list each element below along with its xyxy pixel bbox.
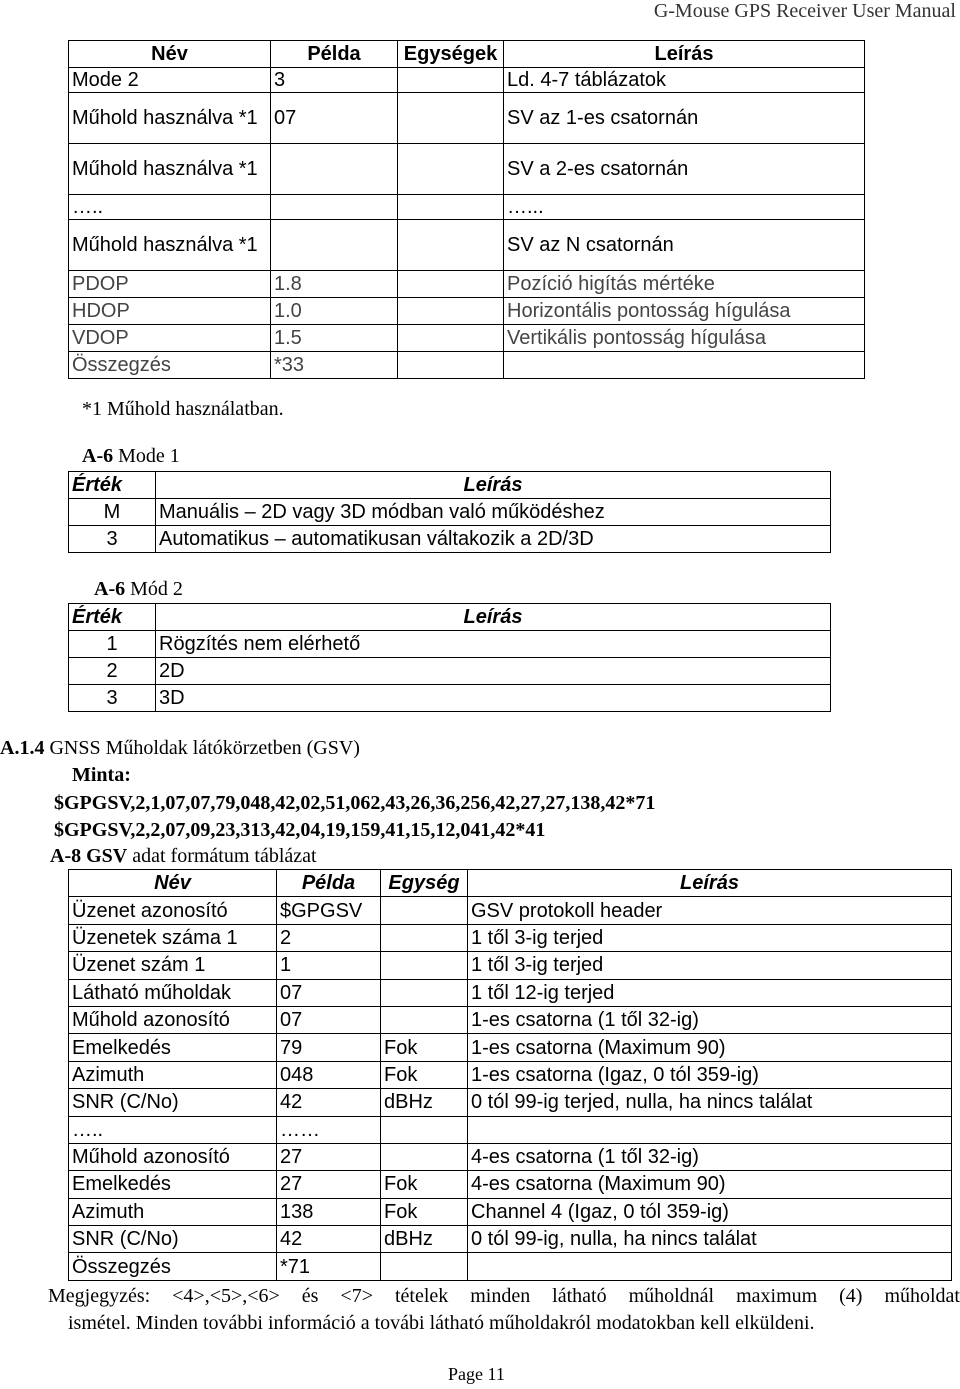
cell: 3D <box>156 685 831 712</box>
cell: 1-es csatorna (1 től 32-ig) <box>468 1006 952 1033</box>
table-row <box>69 68 865 93</box>
cell: dBHz <box>381 1089 468 1116</box>
cell <box>468 1116 952 1143</box>
cell: 3 <box>69 526 156 553</box>
cell: 1 től 12-ig terjed <box>468 979 952 1006</box>
cell: Üzenet azonosító <box>69 897 277 924</box>
cell <box>398 195 504 220</box>
table-row <box>69 195 865 220</box>
cell: HDOP <box>69 298 271 325</box>
cell: *71 <box>277 1253 381 1280</box>
table-header-row <box>69 870 952 897</box>
section-number: A.1.4 <box>0 737 45 759</box>
cell: Pozíció higítás mértéke <box>504 271 865 298</box>
cell <box>381 1143 468 1170</box>
cell: 42 <box>277 1089 381 1116</box>
cell: Látható műholdak <box>69 979 277 1006</box>
table-mode2-fields <box>68 40 865 379</box>
table-row <box>69 1143 952 1170</box>
cell: 07 <box>271 93 398 144</box>
section-heading <box>0 737 360 760</box>
cell: Fok <box>381 1171 468 1198</box>
caption-text: adat formátum táblázat <box>127 845 317 867</box>
caption-label: A-6 <box>82 445 114 467</box>
caption-label: A-6 <box>94 578 126 600</box>
cell: 2 <box>69 658 156 685</box>
example-sentence-2: $GPGSV,2,2,07,09,23,313,42,04,19,159,41,15,12,041,42*41 <box>54 819 546 841</box>
cell: *33 <box>271 352 398 379</box>
cell <box>381 897 468 924</box>
cell <box>381 1253 468 1280</box>
cell <box>381 952 468 979</box>
cell: dBHz <box>381 1226 468 1253</box>
cell: Fok <box>381 1034 468 1061</box>
cell: Horizontális pontosság hígulása <box>504 298 865 325</box>
cell <box>381 1116 468 1143</box>
cell <box>398 352 504 379</box>
cell: 1 től 3-ig terjed <box>468 952 952 979</box>
cell: Channel 4 (Igaz, 0 tól 359-ig) <box>468 1198 952 1225</box>
cell: Rögzítés nem elérhető <box>156 631 831 658</box>
example-sentence-1: $GPGSV,2,1,07,07,79,048,42,02,51,062,43,26,36,256,42,27,27,138,42*71 <box>54 792 656 814</box>
cell: 0 tól 99-ig terjed, nulla, ha nincs találat <box>468 1089 952 1116</box>
table-row <box>69 685 831 712</box>
cell: Mode 2 <box>69 68 271 93</box>
table-row <box>69 631 831 658</box>
cell: SV az 1-es csatornán <box>504 93 865 144</box>
cell <box>381 924 468 951</box>
cell <box>398 93 504 144</box>
cell: 048 <box>277 1061 381 1088</box>
table-row <box>69 144 865 195</box>
table-row <box>69 1089 952 1116</box>
cell: 4-es csatorna (1 től 32-ig) <box>468 1143 952 1170</box>
table-row <box>69 1226 952 1253</box>
table-row <box>69 499 831 526</box>
caption-label: A-8 GSV <box>50 845 128 867</box>
table-row <box>69 1198 952 1225</box>
cell: 138 <box>277 1198 381 1225</box>
cell <box>271 220 398 271</box>
cell: SNR (C/No) <box>69 1089 277 1116</box>
cell: Manuális – 2D vagy 3D módban való működéshez <box>156 499 831 526</box>
col-header-description: Leírás <box>468 870 952 897</box>
table-row <box>69 1034 952 1061</box>
page-number: Page 11 <box>448 1364 505 1384</box>
cell: ….. <box>69 195 271 220</box>
cell <box>398 220 504 271</box>
table-row <box>69 1061 952 1088</box>
cell: 2 <box>277 924 381 951</box>
table-row <box>69 93 865 144</box>
cell: Műhold használva *1 <box>69 93 271 144</box>
cell: 07 <box>277 979 381 1006</box>
caption-text: Mode 1 <box>113 445 180 467</box>
cell: Összegzés <box>69 352 271 379</box>
cell <box>398 325 504 352</box>
col-header-description: Leírás <box>504 41 865 68</box>
table-row <box>69 298 865 325</box>
cell: 1 <box>277 952 381 979</box>
cell <box>398 298 504 325</box>
cell: 3 <box>69 685 156 712</box>
cell: 42 <box>277 1226 381 1253</box>
table-row <box>69 271 865 298</box>
table-header-row <box>69 472 831 499</box>
col-header-unit: Egység <box>381 870 468 897</box>
cell <box>504 352 865 379</box>
caption-text: Mód 2 <box>125 578 183 600</box>
table-row <box>69 220 865 271</box>
page-header: G-Mouse GPS Receiver User Manual <box>653 0 956 22</box>
col-header-description: Leírás <box>156 472 831 499</box>
cell: M <box>69 499 156 526</box>
table-row <box>69 1116 952 1143</box>
table-row <box>69 352 865 379</box>
cell: Vertikális pontosság hígulása <box>504 325 865 352</box>
table1-footnote: *1 Műhold használatban. <box>82 398 284 420</box>
col-header-example: Példa <box>271 41 398 68</box>
cell: 1 <box>69 631 156 658</box>
table-row <box>69 952 952 979</box>
note-line-2: ismétel. Minden további információ a továbi látható műholdakról modatokban kell elküldeni. <box>68 1312 815 1334</box>
cell <box>468 1253 952 1280</box>
cell: Ld. 4-7 táblázatok <box>504 68 865 93</box>
cell: 79 <box>277 1034 381 1061</box>
cell <box>398 68 504 93</box>
table-row <box>69 526 831 553</box>
table-row <box>69 924 952 951</box>
table-mode2 <box>68 603 831 712</box>
cell: 3 <box>271 68 398 93</box>
cell: SNR (C/No) <box>69 1226 277 1253</box>
cell: Fok <box>381 1061 468 1088</box>
section-title: GNSS Műholdak látókörzetben (GSV) <box>44 737 360 759</box>
cell: 27 <box>277 1171 381 1198</box>
col-header-value: Érték <box>69 604 156 631</box>
cell: 0 tól 99-ig, nulla, ha nincs találat <box>468 1226 952 1253</box>
cell: VDOP <box>69 325 271 352</box>
cell: …… <box>277 1116 381 1143</box>
cell <box>381 979 468 1006</box>
cell <box>398 144 504 195</box>
cell <box>271 195 398 220</box>
cell: Azimuth <box>69 1061 277 1088</box>
cell <box>271 144 398 195</box>
table-row <box>69 658 831 685</box>
table-header-row <box>69 41 865 68</box>
cell: Műhold azonosító <box>69 1143 277 1170</box>
table2-caption <box>82 445 180 468</box>
cell: GSV protokoll header <box>468 897 952 924</box>
col-header-name: Név <box>69 41 271 68</box>
table-row <box>69 1006 952 1033</box>
cell: Műhold azonosító <box>69 1006 277 1033</box>
cell: 1.0 <box>271 298 398 325</box>
col-header-description: Leírás <box>156 604 831 631</box>
cell: 2D <box>156 658 831 685</box>
table-row <box>69 1253 952 1280</box>
cell: 1.5 <box>271 325 398 352</box>
table3-caption <box>94 578 183 601</box>
cell: Automatikus – automatikusan váltakozik a 2D/3D <box>156 526 831 553</box>
col-header-name: Név <box>69 870 277 897</box>
table-header-row <box>69 604 831 631</box>
col-header-units: Egységek <box>398 41 504 68</box>
cell: SV az N csatornán <box>504 220 865 271</box>
cell: PDOP <box>69 271 271 298</box>
cell: Fok <box>381 1198 468 1225</box>
col-header-example: Példa <box>277 870 381 897</box>
cell: $GPGSV <box>277 897 381 924</box>
cell: 1-es csatorna (Maximum 90) <box>468 1034 952 1061</box>
cell: ….. <box>69 1116 277 1143</box>
cell: Emelkedés <box>69 1034 277 1061</box>
table-row <box>69 325 865 352</box>
cell: Műhold használva *1 <box>69 220 271 271</box>
cell <box>381 1006 468 1033</box>
cell: …... <box>504 195 865 220</box>
note-line-1: Megjegyzés: <4>,<5>,<6> és <7> tételek minden látható műholdnál maximum (4) műholdat <box>48 1285 960 1307</box>
cell: 1.8 <box>271 271 398 298</box>
example-label: Minta: <box>72 764 131 786</box>
cell <box>398 271 504 298</box>
cell: Összegzés <box>69 1253 277 1280</box>
cell: 4-es csatorna (Maximum 90) <box>468 1171 952 1198</box>
cell: Azimuth <box>69 1198 277 1225</box>
cell: 1 től 3-ig terjed <box>468 924 952 951</box>
cell: Üzenetek száma 1 <box>69 924 277 951</box>
cell: 1-es csatorna (Igaz, 0 tól 359-ig) <box>468 1061 952 1088</box>
cell: SV a 2-es csatornán <box>504 144 865 195</box>
cell: Üzenet szám 1 <box>69 952 277 979</box>
table4-caption <box>50 845 317 868</box>
cell: 07 <box>277 1006 381 1033</box>
col-header-value: Érték <box>69 472 156 499</box>
cell: Műhold használva *1 <box>69 144 271 195</box>
cell: Emelkedés <box>69 1171 277 1198</box>
table-mode1 <box>68 471 831 553</box>
table-row <box>69 897 952 924</box>
table-gsv-format <box>68 869 952 1281</box>
cell: 27 <box>277 1143 381 1170</box>
table-row <box>69 979 952 1006</box>
table-row <box>69 1171 952 1198</box>
